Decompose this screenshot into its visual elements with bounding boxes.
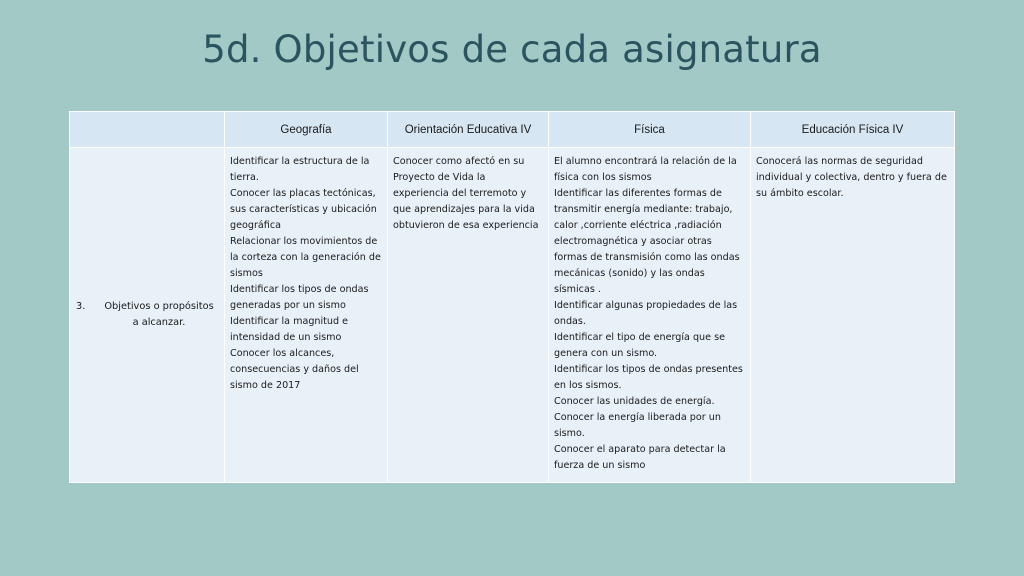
geografia-line: Conocer los alcances, consecuencias y daños del sismo de 2017 [230,348,359,391]
cell-orientacion [388,148,549,483]
cell-geografia [225,148,388,483]
fisica-line: Identificar el tipo de energía que se genera con un sismo. [554,332,725,359]
orientacion-line: Conocer como afectó en su Proyecto de Vida la experiencia del terremoto y que aprendizajes para la vida obtuvieron de esa experiencia [393,156,539,231]
cell-fisica [549,148,751,483]
geografia-line: Identificar los tipos de ondas generadas por un sismo [230,284,369,311]
fisica-line: Conocer la energía liberada por un sismo. [554,412,721,439]
geografia-line: Conocer las placas tectónicas, sus características y ubicación geográfica [230,188,377,231]
table-header-row [70,112,955,148]
header-orientacion: Orientación Educativa IV [388,112,549,148]
fisica-line: Conocer el aparato para detectar la fuerza de un sismo [554,444,726,471]
header-fisica: Física [549,112,751,148]
fisica-line: Conocer las unidades de energía. [554,396,715,407]
fisica-line: Identificar algunas propiedades de las ondas. [554,300,738,327]
fisica-line: El alumno encontrará la relación de la física con los sismos [554,156,737,183]
row-label: Objetivos o propósitos a alcanzar. [104,301,214,328]
row-header-cell [70,148,225,483]
header-empty [70,112,225,148]
geografia-line: Relacionar los movimientos de la corteza con la generación de sismos [230,236,381,279]
geografia-line: Identificar la estructura de la tierra. [230,156,370,183]
row-number: 3. [76,301,86,312]
cell-educacion-fisica [751,148,955,483]
fisica-line: Identificar las diferentes formas de transmitir energía mediante: trabajo, calor ,corriente eléctrica ,radiación electromagnética y asociar otras formas de transmisión como las ondas mecánicas (sonido) y las ondas sísmicas . [554,188,740,295]
table-row [70,148,955,483]
geografia-line: Identificar la magnitud e intensidad de un sismo [230,316,349,343]
fisica-line: Identificar los tipos de ondas presentes en los sismos. [554,364,743,391]
slide-title: 5d. Objetivos de cada asignatura [202,28,822,71]
header-geografia: Geografía [225,112,388,148]
header-educacion-fisica: Educación Física IV [751,112,955,148]
educacion-fisica-line: Conocerá las normas de seguridad individual y colectiva, dentro y fuera de su ámbito escolar. [756,156,947,199]
objectives-table [69,111,955,483]
